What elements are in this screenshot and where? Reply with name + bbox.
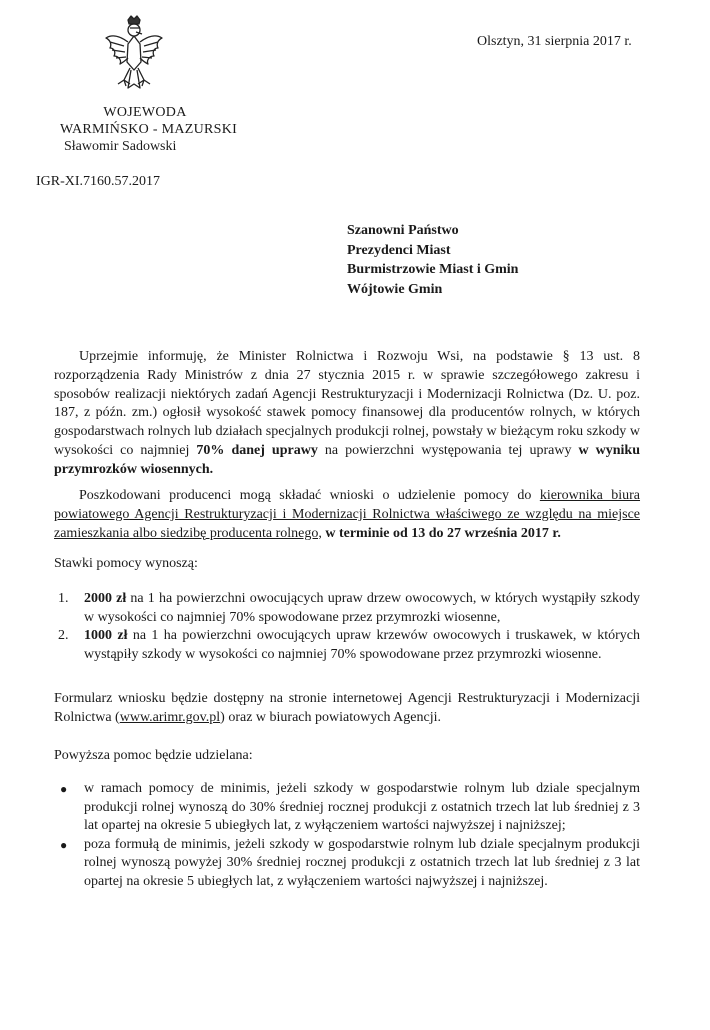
list-item [54,836,640,892]
aid-list [54,780,640,891]
form-info-paragraph [54,689,640,727]
office-person: Sławomir Sadowski [64,139,177,154]
paragraph-applications [54,487,640,543]
rates-label: Stawki pomocy wynoszą: [54,556,198,571]
paragraph-intro-bold-2: w wyniku przymrozków wiosennych. [54,442,640,477]
office-line-2: WARMIŃSKO - MAZURSKI [60,122,238,137]
office-title [60,104,238,138]
list-item [54,780,640,836]
rates-list [54,590,640,664]
addressee-line: Szanowni Państwo [347,223,459,238]
rate-text: na 1 ha powierzchni owocujących upraw krzewów owocowych i truskawek, w których wystąpiły szkody w wysokości co najmniej 70% spowodowane przez przymrozki wiosenne. [84,628,640,662]
paragraph-applications-text: Poszkodowani producenci mogą składać wnioski o udzielenie pomocy do [79,488,540,503]
addressee-line: Burmistrzowie Miast i Gmin [347,262,519,277]
list-number: 2. [58,628,69,643]
arimr-link[interactable]: www.arimr.gov.pl [119,710,221,725]
form-info-text: Formularz wniosku będzie dostępny na stronie internetowej Agencji Restrukturyzacji i Modernizacji Rolnictwa ( [54,691,640,725]
paragraph-applications-underlined: kierownika biura powiatowego Agencji Restrukturyzacji i Modernizacji Rolnictwa właściwego ze względu na miejsce zamieszkania albo siedzibę producenta rolnego, [54,488,641,541]
office-line-1: WOJEWODA [103,105,187,120]
aid-item-text: w ramach pomocy de minimis, jeżeli szkody w gospodarstwie rolnym lub dziale specjalnym produkcji rolnej wynoszą do 30% średniej rocznej produkcji z ostatnich trzech lat lub średniej z 3 lat opartej na okresie 5 ubiegłych lat, z wyłączeniem wartości najwyższej i najniższej; [84,781,640,833]
paragraph-intro-text-2: na powierzchni występowania tej uprawy [317,442,579,458]
list-item [54,590,640,627]
bullet-icon: ● [60,837,68,852]
addressee-line: Wójtowie Gmin [347,281,443,297]
addressees [347,221,518,299]
list-number: 1. [58,591,69,606]
rate-text: na 1 ha powierzchni owocujących upraw drzew owocowych, w których wystąpiły szkody w wysokości co najmniej 70% spowodowane przez przymrozki wiosenne, [84,591,640,625]
form-info-text-2: ) oraz w biurach powiatowych Agencji. [220,710,441,725]
paragraph-intro-text: Uprzejmie informuję, że Minister Rolnictwa i Rozwoju Wsi, na podstawie § 13 ust. 8 rozporządzenia Rady Ministrów z dnia 27 stycznia 2015 r. w sprawie szczegółowego zakresu i sposobów realizacji niektórych zadań Agencji Restrukturyzacji i Modernizacji Rolnictwa (Dz. U. poz. 187, z późn. zm.) ogłosił wysokość stawek pomocy finansowej dla producentów rolnych, w których gospodarstwach rolnych lub działach specjalnych produkcji rolnej, powstały w bieżącym roku szkody w wysokości co najmniej [54,349,640,458]
list-item [54,627,640,664]
paragraph-applications-deadline: w terminie od 13 do 27 września 2017 r. [321,525,561,541]
paragraph-intro [54,348,640,480]
rate-amount: 2000 zł [84,591,127,606]
place-date: Olsztyn, 31 sierpnia 2017 r. [477,34,632,49]
eagle-emblem-icon [104,14,164,92]
paragraph-intro-bold-1: 70% danej uprawy [196,442,318,458]
addressee-line: Prezydenci Miast [347,242,451,258]
bullet-icon: ● [60,782,68,796]
rate-amount: 1000 zł [84,628,128,643]
aid-item-text: poza formułą de minimis, jeżeli szkody w gospodarstwie rolnym lub dziale specjalnym produkcji rolnej wynoszą powyżej 30% średniej rocznej produkcji z ostatnich trzech lat lub średniej z 3 lat opartej na okresie 5 ubiegłych lat, z wyłączeniem wartości najwyższej i najniższej. [84,836,640,889]
aid-label: Powyższa pomoc będzie udzielana: [54,748,253,763]
reference-number: IGR-XI.7160.57.2017 [36,174,161,189]
